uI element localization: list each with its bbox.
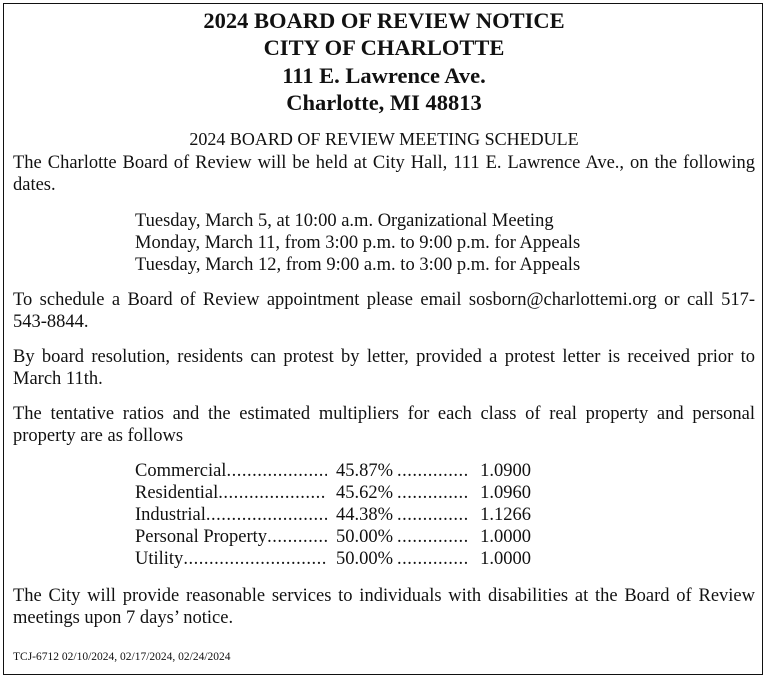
city-state-zip: Charlotte, MI 48813 [286,90,482,115]
schedule-item: Tuesday, March 12, from 9:00 a.m. to 3:00 p.m. for Appeals [135,255,581,275]
leader-dots [218,482,327,504]
ratio-row [135,460,531,482]
leader-dots [206,504,327,526]
ratio-value: 50.00% [335,527,393,547]
ratio-value: 45.87% [335,461,393,481]
schedule-item: Tuesday, March 5, at 10:00 a.m. Organizational Meeting [135,211,554,231]
ratios-intro-paragraph: The tentative ratios and the estimated multipliers for each class of real property and personal property are as follows [13,404,755,446]
notice-title: 2024 BOARD OF REVIEW NOTICE [203,8,565,33]
meeting-schedule [135,210,580,276]
leader-dots [397,504,469,526]
multiplier-value: 1.0000 [480,527,531,547]
ratio-value: 44.38% [335,505,393,525]
ratios-table [135,460,531,570]
property-class: Residential [135,483,219,503]
leader-dots [226,460,327,482]
leader-dots [397,548,469,570]
ratio-row [135,482,531,504]
property-class: Personal Property [135,527,268,547]
schedule-item: Monday, March 11, from 3:00 p.m. to 9:00 p.m. for Appeals [135,233,581,253]
property-class: Utility [135,549,184,569]
ratio-value: 45.62% [335,483,393,503]
leader-dots [397,526,469,548]
schedule-heading: 2024 BOARD OF REVIEW MEETING SCHEDULE [189,129,579,149]
publication-footer: TCJ-6712 02/10/2024, 02/17/2024, 02/24/2024 [13,651,231,663]
property-class: Commercial [135,461,227,481]
protest-paragraph: By board resolution, residents can protest by letter, provided a protest letter is received prior to March 11th. [13,347,755,389]
street-address: 111 E. Lawrence Ave. [282,63,486,88]
multiplier-value: 1.0960 [480,483,531,503]
ratio-row [135,526,531,548]
ratio-row [135,548,531,570]
leader-dots [397,482,469,504]
property-class: Industrial [135,505,206,525]
ratio-row [135,504,531,526]
appointment-paragraph: To schedule a Board of Review appointment please email sosborn@charlottemi.org or call 517-543-8844. [13,290,755,332]
multiplier-value: 1.0000 [480,549,531,569]
city-name: CITY OF CHARLOTTE [263,35,505,60]
multiplier-value: 1.1266 [480,505,531,525]
multiplier-value: 1.0900 [480,461,531,481]
intro-paragraph: The Charlotte Board of Review will be held at City Hall, 111 E. Lawrence Ave., on the following dates. [13,153,755,195]
leader-dots [267,526,327,548]
disabilities-paragraph: The City will provide reasonable services to individuals with disabilities at the Board of Review meetings upon 7 days’ notice. [13,586,755,628]
leader-dots [397,460,469,482]
leader-dots [183,548,327,570]
ratio-value: 50.00% [335,549,393,569]
